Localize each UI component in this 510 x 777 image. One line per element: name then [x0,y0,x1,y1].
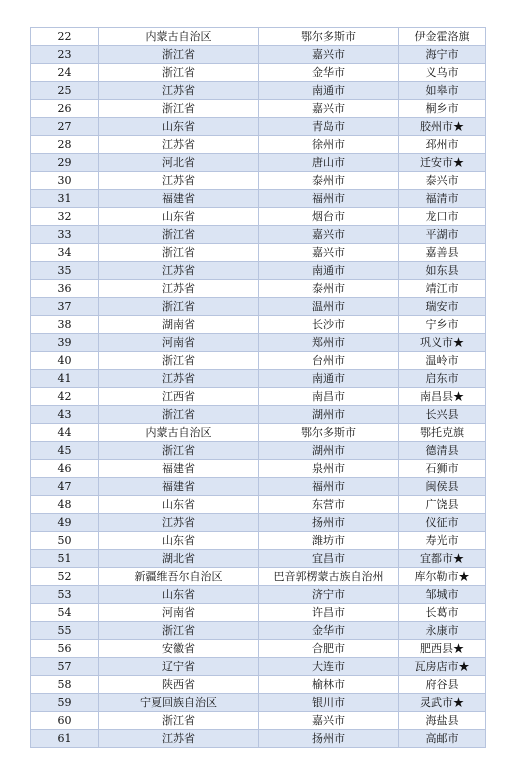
county-ranking-table-container [30,27,485,748]
province-cell: 浙江省 [99,226,259,244]
city-cell: 嘉兴市 [259,244,399,262]
county-cell: 宁乡市 [399,316,486,334]
city-cell: 大连市 [259,658,399,676]
county-cell: 库尔勒市★ [399,568,486,586]
province-cell: 浙江省 [99,406,259,424]
province-cell: 江苏省 [99,730,259,748]
county-cell: 瓦房店市★ [399,658,486,676]
county-cell: 石狮市 [399,460,486,478]
province-cell: 内蒙古自治区 [99,424,259,442]
rank-cell: 30 [31,172,99,190]
city-cell: 南通市 [259,262,399,280]
city-cell: 泰州市 [259,172,399,190]
rank-cell: 56 [31,640,99,658]
city-cell: 福州市 [259,190,399,208]
rank-cell: 58 [31,676,99,694]
province-cell: 山东省 [99,532,259,550]
table-row [31,676,486,694]
table-row [31,586,486,604]
county-cell: 高邮市 [399,730,486,748]
rank-cell: 60 [31,712,99,730]
city-cell: 东营市 [259,496,399,514]
table-row [31,496,486,514]
county-cell: 如东县 [399,262,486,280]
rank-cell: 48 [31,496,99,514]
table-row [31,82,486,100]
province-cell: 河北省 [99,154,259,172]
city-cell: 唐山市 [259,154,399,172]
county-cell: 瑞安市 [399,298,486,316]
county-cell: 邳州市 [399,136,486,154]
county-cell: 如皋市 [399,82,486,100]
rank-cell: 24 [31,64,99,82]
city-cell: 烟台市 [259,208,399,226]
city-cell: 榆林市 [259,676,399,694]
county-cell: 海宁市 [399,46,486,64]
province-cell: 浙江省 [99,100,259,118]
province-cell: 宁夏回族自治区 [99,694,259,712]
rank-cell: 27 [31,118,99,136]
county-cell: 平湖市 [399,226,486,244]
table-row [31,208,486,226]
county-cell: 迁安市★ [399,154,486,172]
table-row [31,460,486,478]
city-cell: 嘉兴市 [259,100,399,118]
county-cell: 宜都市★ [399,550,486,568]
table-row [31,424,486,442]
rank-cell: 26 [31,100,99,118]
city-cell: 济宁市 [259,586,399,604]
province-cell: 山东省 [99,496,259,514]
table-row [31,568,486,586]
city-cell: 南通市 [259,370,399,388]
province-cell: 山东省 [99,586,259,604]
county-cell: 邹城市 [399,586,486,604]
province-cell: 新疆维吾尔自治区 [99,568,259,586]
table-row [31,370,486,388]
rank-cell: 34 [31,244,99,262]
city-cell: 嘉兴市 [259,226,399,244]
rank-cell: 37 [31,298,99,316]
rank-cell: 44 [31,424,99,442]
table-row [31,226,486,244]
county-cell: 胶州市★ [399,118,486,136]
table-row [31,712,486,730]
province-cell: 山东省 [99,208,259,226]
province-cell: 江苏省 [99,370,259,388]
province-cell: 山东省 [99,118,259,136]
table-body [31,28,486,748]
city-cell: 湖州市 [259,406,399,424]
city-cell: 扬州市 [259,514,399,532]
county-cell: 福清市 [399,190,486,208]
rank-cell: 46 [31,460,99,478]
province-cell: 湖南省 [99,316,259,334]
province-cell: 江西省 [99,388,259,406]
county-cell: 海盐县 [399,712,486,730]
county-cell: 德清县 [399,442,486,460]
table-row [31,514,486,532]
county-cell: 寿光市 [399,532,486,550]
province-cell: 浙江省 [99,298,259,316]
city-cell: 嘉兴市 [259,46,399,64]
county-cell: 鄂托克旗 [399,424,486,442]
rank-cell: 57 [31,658,99,676]
county-ranking-table [30,27,486,748]
city-cell: 银川市 [259,694,399,712]
rank-cell: 47 [31,478,99,496]
table-row [31,118,486,136]
table-row [31,550,486,568]
province-cell: 江苏省 [99,172,259,190]
city-cell: 青岛市 [259,118,399,136]
city-cell: 徐州市 [259,136,399,154]
city-cell: 福州市 [259,478,399,496]
table-row [31,298,486,316]
rank-cell: 35 [31,262,99,280]
table-row [31,28,486,46]
table-row [31,604,486,622]
county-cell: 义乌市 [399,64,486,82]
table-row [31,262,486,280]
rank-cell: 50 [31,532,99,550]
rank-cell: 31 [31,190,99,208]
county-cell: 长兴县 [399,406,486,424]
province-cell: 浙江省 [99,244,259,262]
table-row [31,478,486,496]
table-row [31,388,486,406]
table-row [31,46,486,64]
province-cell: 安徽省 [99,640,259,658]
rank-cell: 42 [31,388,99,406]
county-cell: 巩义市★ [399,334,486,352]
table-row [31,190,486,208]
rank-cell: 59 [31,694,99,712]
rank-cell: 32 [31,208,99,226]
county-cell: 泰兴市 [399,172,486,190]
county-cell: 广饶县 [399,496,486,514]
rank-cell: 28 [31,136,99,154]
province-cell: 河南省 [99,334,259,352]
county-cell: 嘉善县 [399,244,486,262]
city-cell: 合肥市 [259,640,399,658]
province-cell: 内蒙古自治区 [99,28,259,46]
county-cell: 南昌县★ [399,388,486,406]
rank-cell: 29 [31,154,99,172]
county-cell: 永康市 [399,622,486,640]
table-row [31,154,486,172]
rank-cell: 39 [31,334,99,352]
city-cell: 南昌市 [259,388,399,406]
county-cell: 温岭市 [399,352,486,370]
rank-cell: 53 [31,586,99,604]
province-cell: 湖北省 [99,550,259,568]
county-cell: 灵武市★ [399,694,486,712]
city-cell: 潍坊市 [259,532,399,550]
table-row [31,406,486,424]
city-cell: 扬州市 [259,730,399,748]
rank-cell: 54 [31,604,99,622]
table-row [31,730,486,748]
table-row [31,640,486,658]
province-cell: 江苏省 [99,514,259,532]
table-row [31,658,486,676]
county-cell: 肥西县★ [399,640,486,658]
city-cell: 泉州市 [259,460,399,478]
province-cell: 浙江省 [99,64,259,82]
city-cell: 郑州市 [259,334,399,352]
rank-cell: 36 [31,280,99,298]
table-row [31,316,486,334]
city-cell: 巴音郭楞蒙古族自治州 [259,568,399,586]
table-row [31,622,486,640]
rank-cell: 40 [31,352,99,370]
table-row [31,172,486,190]
province-cell: 浙江省 [99,352,259,370]
province-cell: 江苏省 [99,82,259,100]
table-row [31,352,486,370]
table-row [31,532,486,550]
rank-cell: 22 [31,28,99,46]
province-cell: 辽宁省 [99,658,259,676]
city-cell: 泰州市 [259,280,399,298]
province-cell: 福建省 [99,478,259,496]
province-cell: 江苏省 [99,262,259,280]
city-cell: 长沙市 [259,316,399,334]
province-cell: 福建省 [99,460,259,478]
province-cell: 浙江省 [99,46,259,64]
rank-cell: 51 [31,550,99,568]
city-cell: 南通市 [259,82,399,100]
county-cell: 桐乡市 [399,100,486,118]
county-cell: 府谷县 [399,676,486,694]
city-cell: 宜昌市 [259,550,399,568]
table-row [31,244,486,262]
city-cell: 嘉兴市 [259,712,399,730]
rank-cell: 38 [31,316,99,334]
rank-cell: 45 [31,442,99,460]
table-row [31,334,486,352]
rank-cell: 49 [31,514,99,532]
county-cell: 仪征市 [399,514,486,532]
county-cell: 启东市 [399,370,486,388]
table-row [31,64,486,82]
county-cell: 闽侯县 [399,478,486,496]
province-cell: 福建省 [99,190,259,208]
city-cell: 温州市 [259,298,399,316]
province-cell: 陕西省 [99,676,259,694]
province-cell: 浙江省 [99,622,259,640]
rank-cell: 52 [31,568,99,586]
city-cell: 湖州市 [259,442,399,460]
rank-cell: 55 [31,622,99,640]
rank-cell: 61 [31,730,99,748]
table-row [31,136,486,154]
province-cell: 河南省 [99,604,259,622]
rank-cell: 33 [31,226,99,244]
table-row [31,694,486,712]
rank-cell: 41 [31,370,99,388]
rank-cell: 23 [31,46,99,64]
city-cell: 许昌市 [259,604,399,622]
rank-cell: 25 [31,82,99,100]
table-row [31,100,486,118]
province-cell: 浙江省 [99,442,259,460]
province-cell: 浙江省 [99,712,259,730]
rank-cell: 43 [31,406,99,424]
county-cell: 靖江市 [399,280,486,298]
city-cell: 金华市 [259,64,399,82]
city-cell: 鄂尔多斯市 [259,424,399,442]
province-cell: 江苏省 [99,136,259,154]
table-row [31,280,486,298]
city-cell: 金华市 [259,622,399,640]
county-cell: 伊金霍洛旗 [399,28,486,46]
city-cell: 台州市 [259,352,399,370]
city-cell: 鄂尔多斯市 [259,28,399,46]
county-cell: 长葛市 [399,604,486,622]
county-cell: 龙口市 [399,208,486,226]
province-cell: 江苏省 [99,280,259,298]
table-row [31,442,486,460]
